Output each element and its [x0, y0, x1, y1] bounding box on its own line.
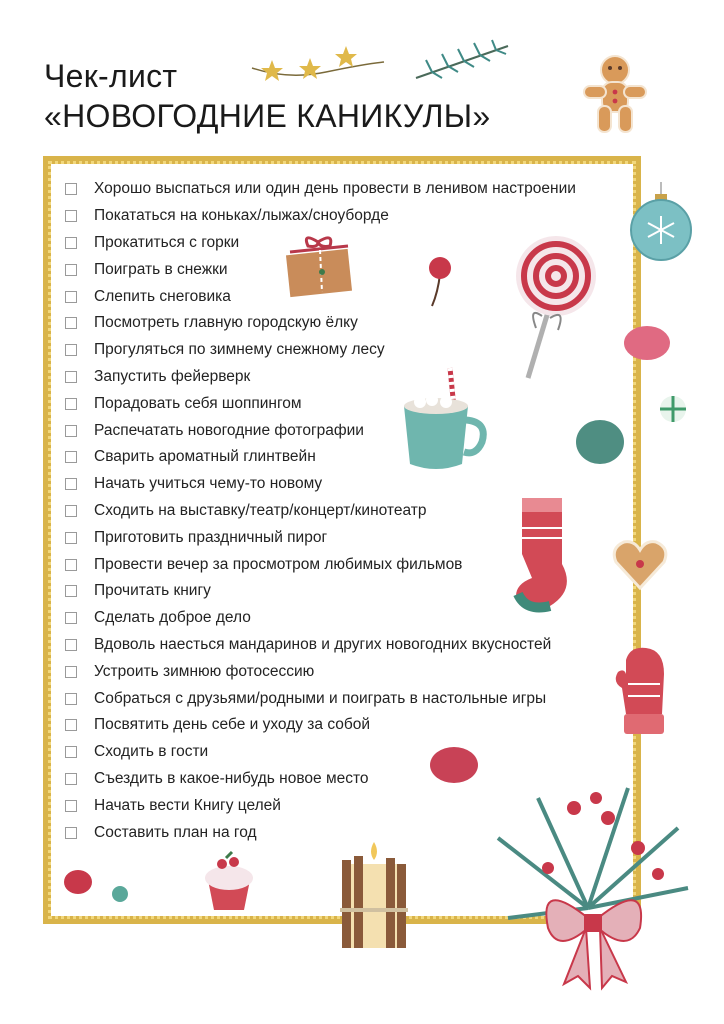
checkbox[interactable] [65, 773, 77, 785]
checklist-item-label: Съездить в какое-нибудь новое место [94, 769, 369, 787]
heart-cookie-icon [610, 536, 670, 592]
berry-icon [424, 252, 458, 308]
checklist-item-label: Собраться с друзьями/родными и поиграть в настольные игры [94, 689, 547, 707]
checklist-item-label: Сделать доброе дело [94, 609, 251, 627]
ornament-ball-icon [626, 182, 696, 262]
pine-branch-icon [412, 38, 512, 84]
checklist-item [65, 390, 576, 417]
checklist-item [65, 417, 576, 444]
checklist-item-label: Начать вести Книгу целей [94, 796, 281, 814]
checkbox[interactable] [65, 666, 77, 678]
checklist-item [65, 203, 576, 230]
checkbox[interactable] [65, 291, 77, 303]
checklist-item [65, 310, 576, 337]
checklist-item [65, 176, 576, 203]
checklist-item [65, 605, 576, 632]
checklist-item-label: Распечатать новогодние фотографии [94, 421, 364, 439]
checkbox[interactable] [65, 559, 77, 571]
small-candies-icon [62, 866, 132, 906]
checklist-item [65, 551, 576, 578]
checkbox[interactable] [65, 425, 77, 437]
checkbox[interactable] [65, 800, 77, 812]
checkbox[interactable] [65, 612, 77, 624]
peppermint-icon [658, 394, 688, 424]
checklist-item-label: Прокатиться с горки [94, 233, 240, 251]
cocoa-mug-icon [398, 364, 488, 474]
checklist-item-label: Покататься на коньках/лыжах/сноуборде [94, 207, 389, 225]
checklist-item-label: Порадовать себя шоппингом [94, 394, 302, 412]
checklist-item [65, 471, 576, 498]
checklist-item-label: Поиграть в снежки [94, 260, 228, 278]
checklist-item [65, 444, 576, 471]
checkbox[interactable] [65, 639, 77, 651]
gingerbread-man-icon [580, 52, 650, 136]
title-line-2: «НОВОГОДНИЕ КАНИКУЛЫ» [44, 98, 491, 134]
checkbox[interactable] [65, 478, 77, 490]
checkbox[interactable] [65, 317, 77, 329]
checkbox[interactable] [65, 371, 77, 383]
pink-candy-icon [622, 322, 672, 364]
checkbox[interactable] [65, 210, 77, 222]
gift-envelope-icon [282, 232, 356, 298]
checklist-item-label: Хорошо выспаться или один день провести в ленивом настроении [94, 180, 576, 198]
checklist-item-label: Прочитать книгу [94, 582, 211, 600]
checklist-item [65, 578, 576, 605]
checklist-item-label: Запустить фейерверк [94, 367, 251, 385]
checklist-item-label: Сварить ароматный глинтвейн [94, 448, 316, 466]
candle-icon [334, 838, 414, 952]
checklist-item [65, 712, 576, 739]
christmas-sock-icon [510, 494, 580, 614]
checklist-item [65, 364, 576, 391]
checklist-item [65, 337, 576, 364]
checklist-item-label: Посвятить день себе и уходу за собой [94, 716, 371, 734]
lollipop-icon [506, 232, 606, 382]
pine-bouquet-icon [478, 778, 698, 994]
checkbox[interactable] [65, 746, 77, 758]
checkbox[interactable] [65, 398, 77, 410]
checklist-item [65, 632, 576, 659]
checklist-item-label: Начать учиться чему-то новому [94, 475, 323, 493]
checkbox[interactable] [65, 237, 77, 249]
star-garland-icon [248, 40, 388, 86]
checklist-item [65, 739, 576, 766]
checklist-item [65, 498, 576, 525]
checklist-item-label: Сходить в гости [94, 743, 209, 761]
checkbox[interactable] [65, 532, 77, 544]
checkbox[interactable] [65, 719, 77, 731]
checklist-item-label: Посмотреть главную городскую ёлку [94, 314, 358, 332]
checklist-item-label: Провести вечер за просмотром любимых фильмов [94, 555, 463, 573]
cupcake-icon [200, 850, 258, 914]
checklist-item-label: Слепить снеговика [94, 287, 231, 305]
checkbox[interactable] [65, 451, 77, 463]
checklist-item-label: Приготовить праздничный пирог [94, 528, 328, 546]
checklist-item-label: Составить план на год [94, 823, 257, 841]
title-line-1: Чек-лист [44, 58, 178, 94]
checkbox[interactable] [65, 344, 77, 356]
checklist-item [65, 658, 576, 685]
checklist-item-label: Прогуляться по зимнему снежному лесу [94, 341, 385, 359]
red-candy-icon [428, 744, 480, 786]
checkbox[interactable] [65, 693, 77, 705]
checklist-item-label: Вдоволь наесться мандаринов и других новогодних вкусностей [94, 635, 552, 653]
checkbox[interactable] [65, 183, 77, 195]
checklist-item [65, 524, 576, 551]
checkbox[interactable] [65, 585, 77, 597]
checklist-item-label: Устроить зимнюю фотосессию [94, 662, 315, 680]
checkbox[interactable] [65, 505, 77, 517]
checkbox[interactable] [65, 264, 77, 276]
checklist-item-label: Сходить на выставку/театр/концерт/кинотеатр [94, 501, 427, 519]
teal-candy-icon [574, 418, 626, 466]
checklist-item [65, 685, 576, 712]
mitten-icon [612, 644, 676, 740]
checkbox[interactable] [65, 827, 77, 839]
